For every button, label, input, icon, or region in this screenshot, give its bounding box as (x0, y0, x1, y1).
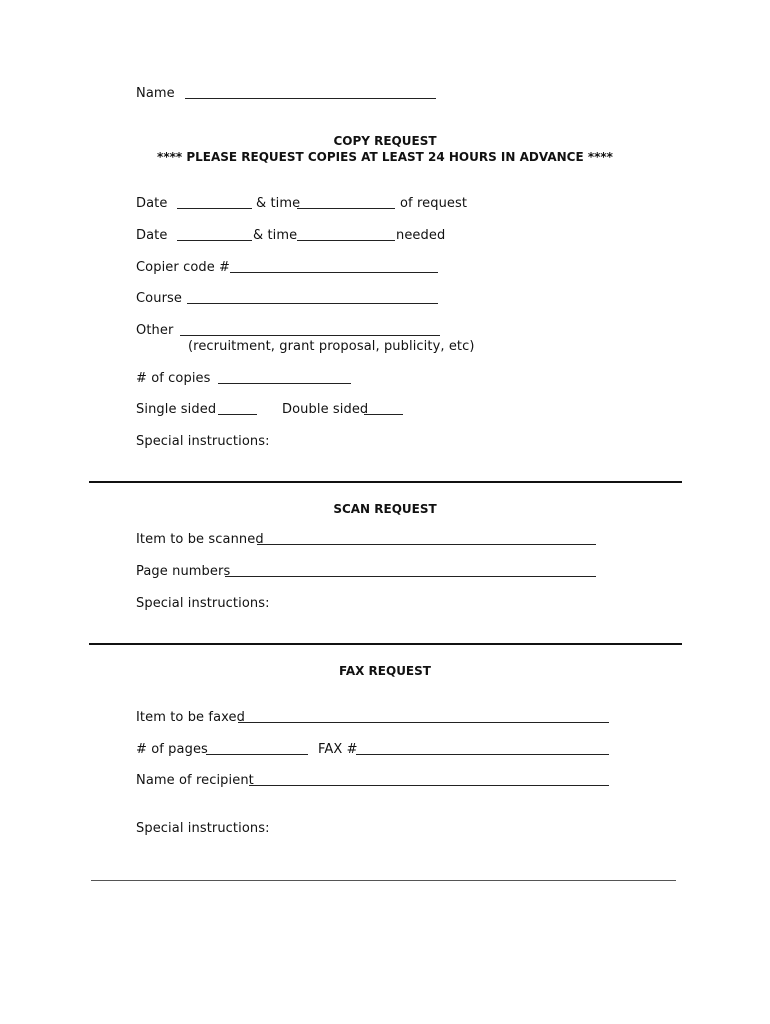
page-numbers-field[interactable] (225, 576, 596, 577)
double-sided-label: Double sided (282, 402, 369, 417)
fax-pages-field[interactable] (206, 754, 308, 755)
scan-special-instructions-label: Special instructions: (136, 596, 270, 611)
course-label: Course (136, 291, 182, 306)
fax-request-title: FAX REQUEST (339, 664, 431, 678)
fax-item-label: Item to be faxed (136, 710, 245, 725)
scan-request-title: SCAN REQUEST (333, 502, 437, 516)
copier-code-field[interactable] (230, 272, 438, 273)
fax-number-field[interactable] (356, 754, 609, 755)
fax-number-label: FAX # (318, 742, 358, 757)
request-date-field[interactable] (177, 208, 252, 209)
scan-item-label: Item to be scanned (136, 532, 264, 547)
single-sided-field[interactable] (218, 414, 257, 415)
name-label: Name (136, 86, 175, 101)
copy-request-notice: **** PLEASE REQUEST COPIES AT LEAST 24 HOURS IN ADVANCE **** (157, 150, 613, 164)
copies-field[interactable] (218, 383, 351, 384)
copy-request-title: COPY REQUEST (333, 134, 437, 148)
fax-special-instructions-label: Special instructions: (136, 821, 270, 836)
name-field[interactable] (185, 98, 436, 99)
recipient-field[interactable] (249, 785, 609, 786)
request-date-label: Date (136, 196, 168, 211)
request-time-field[interactable] (297, 208, 395, 209)
course-field[interactable] (187, 303, 438, 304)
page-numbers-label: Page numbers (136, 564, 231, 579)
section-divider (89, 643, 682, 645)
other-label: Other (136, 323, 174, 338)
needed-time-field[interactable] (297, 240, 395, 241)
needed-label: needed (396, 228, 446, 243)
copier-code-label: Copier code # (136, 260, 231, 275)
bottom-rule (91, 880, 676, 881)
needed-date-label: Date (136, 228, 168, 243)
needed-time-label: & time (253, 228, 298, 243)
fax-pages-label: # of pages (136, 742, 208, 757)
recipient-label: Name of recipient (136, 773, 254, 788)
copy-special-instructions-label: Special instructions: (136, 434, 270, 449)
scan-item-field[interactable] (257, 544, 596, 545)
needed-date-field[interactable] (177, 240, 252, 241)
copies-label: # of copies (136, 371, 211, 386)
other-field[interactable] (180, 335, 440, 336)
request-time-label: & time (256, 196, 301, 211)
section-divider (89, 481, 682, 483)
of-request-label: of request (400, 196, 468, 211)
other-hint: (recruitment, grant proposal, publicity, etc) (188, 339, 475, 354)
single-sided-label: Single sided (136, 402, 217, 417)
fax-item-field[interactable] (238, 722, 609, 723)
double-sided-field[interactable] (364, 414, 403, 415)
